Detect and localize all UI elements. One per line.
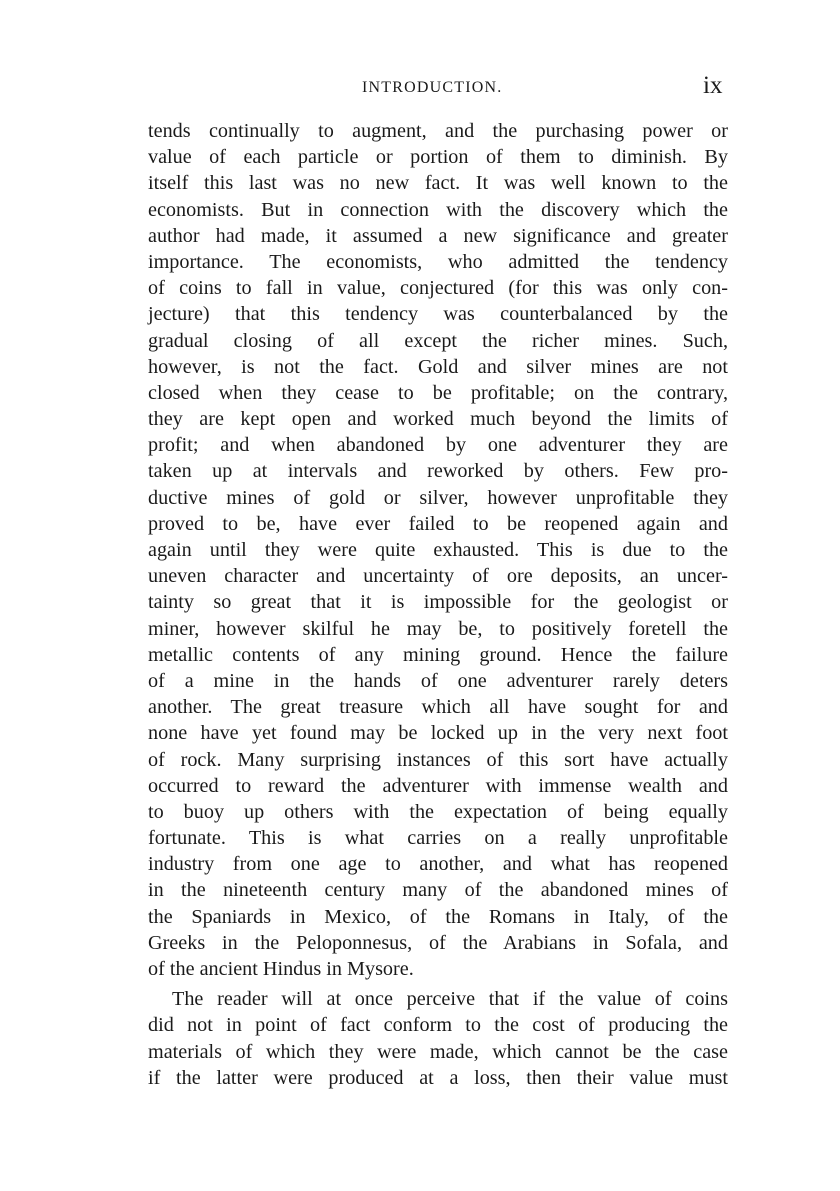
body-text (148, 118, 728, 1091)
page-header-title: INTRODUCTION. (362, 79, 503, 96)
text-line: they are kept open and worked much beyond the limits of (148, 408, 728, 431)
text-line: The reader will at once perceive that if the value of coins (172, 988, 728, 1011)
text-line: of the ancient Hindus in Mysore. (148, 958, 414, 980)
text-line: closed when they cease to be profitable; on the contrary, (148, 381, 728, 404)
text-line: the Spaniards in Mexico, of the Romans in Italy, of the (148, 905, 728, 928)
text-line: industry from one age to another, and what has reopened (148, 853, 728, 876)
text-line: taken up at intervals and reworked by others. Few pro- (148, 460, 728, 483)
running-head (0, 72, 840, 102)
paragraph (148, 118, 728, 982)
page-number: ix (703, 72, 723, 99)
text-line: metallic contents of any mining ground. Hence the failure (148, 643, 728, 666)
text-line: materials of which they were made, which cannot be the case (148, 1040, 728, 1063)
text-line: of coins to fall in value, conjectured (for this was only con- (148, 277, 728, 300)
text-line: value of each particle or portion of them to diminish. By (148, 146, 728, 169)
text-line: in the nineteenth century many of the abandoned mines of (148, 879, 728, 902)
text-line: tends continually to augment, and the purchasing power or (148, 120, 728, 142)
text-line: Greeks in the Peloponnesus, of the Arabians in Sofala, and (148, 931, 728, 954)
text-line: importance. The economists, who admitted the tendency (148, 250, 728, 273)
text-line: of rock. Many surprising instances of this sort have actually (148, 748, 728, 771)
text-line: another. The great treasure which all have sought for and (148, 696, 728, 719)
text-line: of a mine in the hands of one adventurer rarely deters (148, 669, 728, 692)
text-line: occurred to reward the adventurer with immense wealth and (148, 774, 728, 797)
paragraph (148, 986, 728, 1091)
text-line: author had made, it assumed a new significance and greater (148, 224, 728, 247)
text-line: itself this last was no new fact. It was well known to the (148, 172, 728, 195)
text-line: none have yet found may be locked up in the very next foot (148, 722, 728, 745)
text-line: again until they were quite exhausted. This is due to the (148, 539, 728, 561)
text-line: tainty so great that it is impossible for the geologist or (148, 591, 728, 614)
text-line: profit; and when abandoned by one adventurer they are (148, 434, 728, 457)
text-line: uneven character and uncertainty of ore deposits, an uncer- (148, 565, 728, 588)
text-line: to buoy up others with the expectation of being equally (148, 800, 728, 823)
text-line: economists. But in connection with the discovery which the (148, 198, 728, 221)
text-line: miner, however skilful he may be, to positively foretell the (148, 617, 728, 640)
text-line: however, is not the fact. Gold and silver mines are not (148, 355, 728, 378)
text-line: proved to be, have ever failed to be reopened again and (148, 512, 728, 535)
text-line: ductive mines of gold or silver, however unprofitable they (148, 486, 728, 509)
text-line: fortunate. This is what carries on a really unprofitable (148, 827, 728, 850)
text-line: jecture) that this tendency was counterbalanced by the (148, 303, 728, 326)
text-line: did not in point of fact conform to the cost of producing the (148, 1014, 728, 1037)
text-line: if the latter were produced at a loss, then their value must (148, 1066, 728, 1089)
text-line: gradual closing of all except the richer mines. Such, (148, 329, 728, 352)
